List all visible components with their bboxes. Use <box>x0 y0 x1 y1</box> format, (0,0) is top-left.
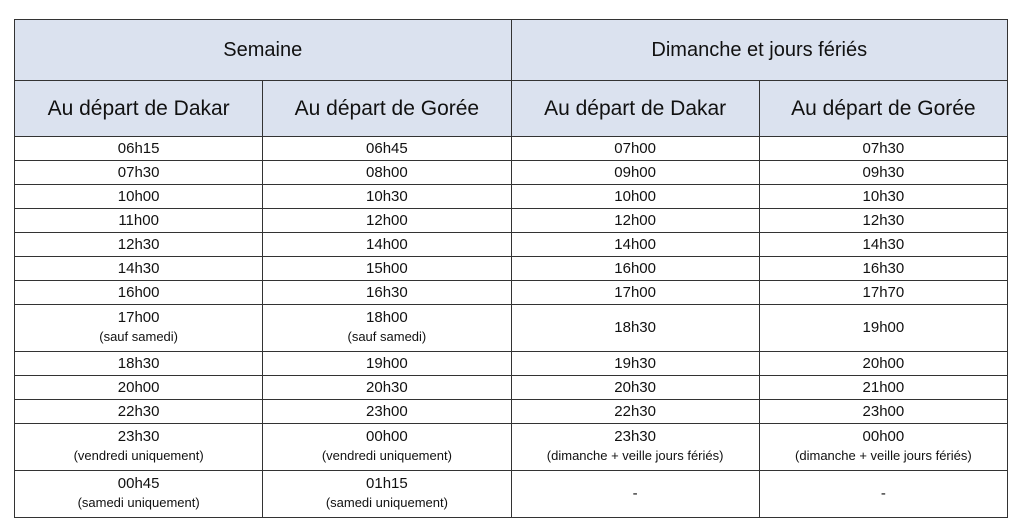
table-row <box>15 471 1008 518</box>
departure-time: 09h30 <box>862 163 905 181</box>
departure-time: 23h30 <box>117 428 160 445</box>
table-row <box>15 257 1008 281</box>
departure-time: - <box>632 485 638 502</box>
departure-time: 06h45 <box>366 139 408 157</box>
departure-time: 14h30 <box>862 235 905 253</box>
departure-time: 08h00 <box>366 163 408 181</box>
schedule-cell <box>759 400 1007 424</box>
schedule-cell <box>511 257 759 281</box>
schedule-cell <box>511 161 759 185</box>
departure-time: 06h15 <box>117 139 160 157</box>
departure-time: 07h30 <box>117 163 160 181</box>
schedule-cell <box>511 281 759 305</box>
departure-note: (vendredi uniquement) <box>73 448 204 463</box>
schedule-cell <box>511 137 759 161</box>
departure-time: 07h30 <box>862 139 905 157</box>
schedule-cell <box>759 257 1007 281</box>
schedule-cell <box>759 233 1007 257</box>
schedule-cell <box>511 376 759 400</box>
departure-time: 22h30 <box>614 402 656 420</box>
schedule-cell <box>15 209 263 233</box>
schedule-cell <box>15 471 263 518</box>
departure-note: (vendredi uniquement) <box>321 448 452 463</box>
departure-time: 14h30 <box>117 259 160 277</box>
departure-time: 10h30 <box>366 187 408 205</box>
departure-time: 19h30 <box>614 354 656 372</box>
schedule-cell <box>263 471 511 518</box>
schedule-cell <box>263 305 511 352</box>
table-row <box>15 281 1008 305</box>
schedule-cell <box>15 185 263 209</box>
departure-time: 00h00 <box>862 428 905 445</box>
schedule-cell <box>15 376 263 400</box>
table-row <box>15 185 1008 209</box>
departure-time: 17h70 <box>862 283 905 301</box>
schedule-cell <box>759 281 1007 305</box>
schedule-cell <box>759 352 1007 376</box>
departure-time: 19h00 <box>366 354 408 372</box>
departure-time: 23h00 <box>366 402 408 420</box>
departure-time: 10h00 <box>117 187 160 205</box>
ferry-schedule-table <box>14 19 1008 518</box>
schedule-cell <box>15 424 263 471</box>
departure-time: 14h00 <box>366 235 408 253</box>
schedule-cell <box>511 424 759 471</box>
schedule-cell <box>263 352 511 376</box>
departure-time: 20h00 <box>862 354 905 372</box>
schedule-cell <box>263 209 511 233</box>
table-row <box>15 376 1008 400</box>
schedule-body <box>15 137 1008 518</box>
departure-time: 18h30 <box>614 319 656 336</box>
departure-time: 18h00 <box>366 309 408 326</box>
column-header: Au départ de Dakar <box>15 81 263 137</box>
schedule-cell <box>263 161 511 185</box>
departure-time: 07h00 <box>614 139 656 157</box>
schedule-cell <box>263 400 511 424</box>
departure-time: 11h00 <box>118 211 159 229</box>
departure-time: 12h00 <box>366 211 408 229</box>
schedule-cell <box>511 400 759 424</box>
table-row <box>15 305 1008 352</box>
schedule-cell <box>15 305 263 352</box>
schedule-cell <box>263 281 511 305</box>
table-row <box>15 400 1008 424</box>
table-row <box>15 161 1008 185</box>
departure-time: 14h00 <box>614 235 656 253</box>
schedule-cell <box>15 161 263 185</box>
schedule-cell <box>263 137 511 161</box>
column-header: Au départ de Gorée <box>759 81 1007 137</box>
table-row <box>15 352 1008 376</box>
schedule-cell <box>511 305 759 352</box>
departure-note: (sauf samedi) <box>347 329 427 344</box>
group-header-semaine: Semaine <box>15 20 512 81</box>
departure-time: 12h30 <box>862 211 905 229</box>
schedule-cell <box>511 185 759 209</box>
departure-time: - <box>880 485 886 502</box>
table-row <box>15 233 1008 257</box>
departure-note: (samedi uniquement) <box>325 495 448 510</box>
departure-time: 23h30 <box>614 428 656 445</box>
schedule-cell <box>263 376 511 400</box>
departure-time: 23h00 <box>862 402 905 420</box>
schedule-cell <box>759 376 1007 400</box>
schedule-cell <box>15 400 263 424</box>
departure-time: 16h30 <box>862 259 905 277</box>
schedule-cell <box>511 471 759 518</box>
departure-time: 17h00 <box>117 309 160 326</box>
table-row <box>15 209 1008 233</box>
schedule-cell <box>759 424 1007 471</box>
schedule-cell <box>511 209 759 233</box>
schedule-cell <box>511 352 759 376</box>
schedule-cell <box>15 281 263 305</box>
schedule-cell <box>759 161 1007 185</box>
schedule-cell <box>759 137 1007 161</box>
departure-note: (sauf samedi) <box>99 329 178 344</box>
schedule-cell <box>511 233 759 257</box>
schedule-cell <box>759 185 1007 209</box>
departure-time: 20h00 <box>117 378 160 396</box>
schedule-cell <box>263 233 511 257</box>
departure-time: 10h00 <box>614 187 656 205</box>
departure-time: 16h00 <box>117 283 160 301</box>
departure-time: 17h00 <box>614 283 656 301</box>
column-header: Au départ de Gorée <box>263 81 511 137</box>
departure-time: 01h15 <box>366 475 408 492</box>
departure-time: 15h00 <box>366 259 408 277</box>
schedule-cell <box>263 424 511 471</box>
departure-time: 16h00 <box>614 259 656 277</box>
schedule-cell <box>759 471 1007 518</box>
departure-time: 12h00 <box>614 211 656 229</box>
schedule-cell <box>759 305 1007 352</box>
departure-note: (dimanche + veille jours fériés) <box>546 448 724 463</box>
departure-time: 16h30 <box>366 283 408 301</box>
departure-time: 19h00 <box>862 319 905 336</box>
departure-time: 20h30 <box>366 378 408 396</box>
schedule-cell <box>15 137 263 161</box>
table-row <box>15 137 1008 161</box>
schedule-cell <box>263 185 511 209</box>
departure-time: 00h00 <box>366 428 408 445</box>
schedule-cell <box>759 209 1007 233</box>
schedule-cell <box>15 257 263 281</box>
group-header-dimanche: Dimanche et jours fériés <box>511 20 1008 81</box>
departure-time: 10h30 <box>862 187 905 205</box>
departure-time: 12h30 <box>117 235 160 253</box>
departure-time: 22h30 <box>117 402 160 420</box>
schedule-cell <box>15 233 263 257</box>
departure-time: 09h00 <box>614 163 656 181</box>
departure-note: (samedi uniquement) <box>77 495 200 510</box>
table-row <box>15 424 1008 471</box>
departure-note: (dimanche + veille jours fériés) <box>795 448 972 463</box>
departure-time: 00h45 <box>117 475 160 492</box>
schedule-cell <box>263 257 511 281</box>
column-header: Au départ de Dakar <box>511 81 759 137</box>
departure-time: 21h00 <box>862 378 905 396</box>
departure-time: 18h30 <box>117 354 160 372</box>
departure-time: 20h30 <box>614 378 656 396</box>
schedule-cell <box>15 352 263 376</box>
